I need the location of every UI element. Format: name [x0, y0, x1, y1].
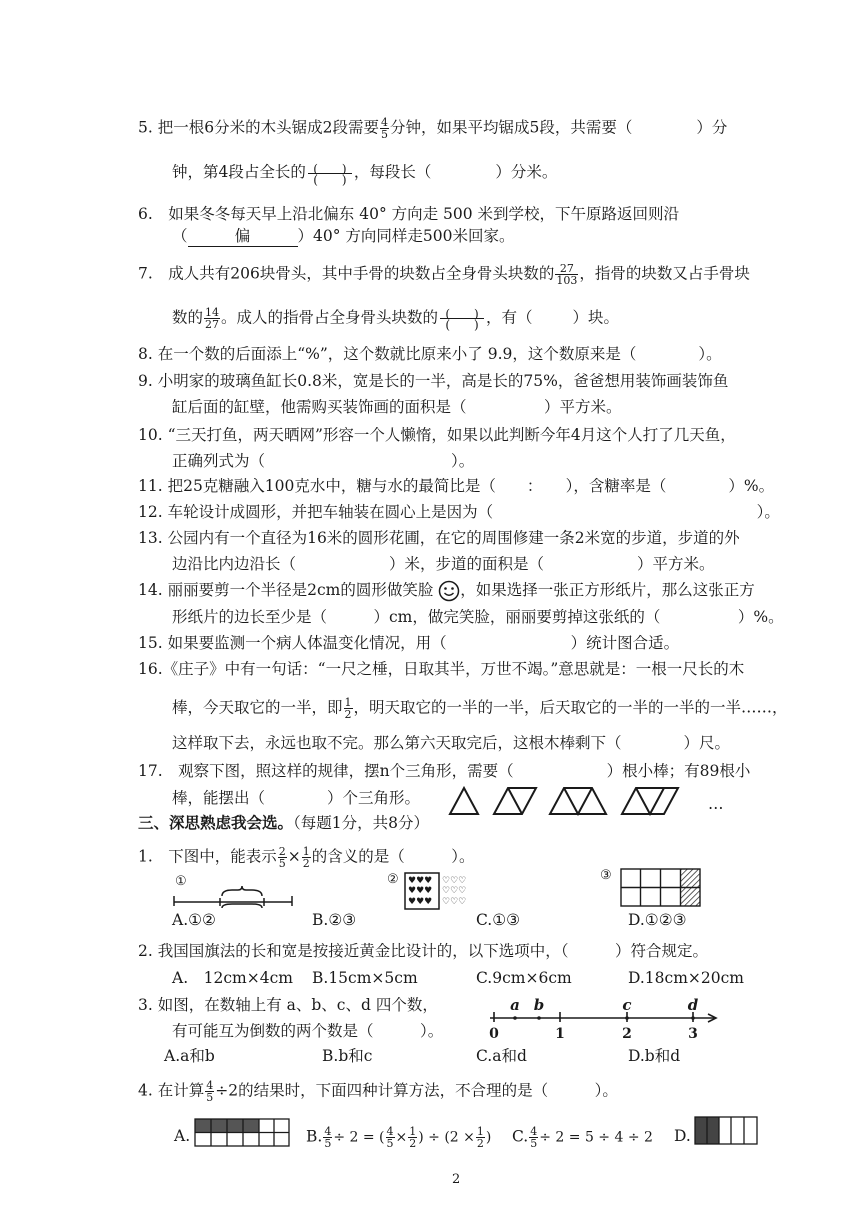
c2-option-d[interactable]: D.18cm×20cm — [628, 969, 744, 987]
q7-line1: 7. 成人共有206块骨头，其中手骨的块数占全身骨头块数的 $\frac{27}{103}$ ，指骨的块数又占手骨块 — [138, 262, 750, 287]
q13-line1: 13. 公园内有一个直径为16米的圆形花圃，在它的周围修建一条2米宽的步道，步道的外 — [138, 529, 740, 547]
q12: 12. 车轮设计成圆形，并把车轴装在圆心上是因为（ ）。 — [138, 503, 780, 521]
point-label-a: a — [510, 996, 520, 1014]
direction-blank[interactable]: 偏 — [188, 226, 298, 247]
c1-option-c[interactable]: C.①③ — [476, 911, 521, 929]
svg-text:♥♥♥: ♥♥♥ — [408, 886, 433, 896]
fraction: $\frac{27}{103}$ — [556, 262, 578, 287]
tick-label-0: 0 — [489, 1026, 499, 1040]
c4-option-a-label[interactable]: A. — [174, 1127, 191, 1145]
svg-text:♥♥♥: ♥♥♥ — [408, 876, 433, 886]
svg-text:♡♡♡: ♡♡♡ — [442, 897, 467, 907]
fraction: $\frac{1}{2}$ — [344, 696, 352, 721]
q7-line2: 数的 $\frac{14}{27}$ 。成人的指骨占全身骨头块数的 ( ) ( ) ，有（ ）块。 — [172, 306, 620, 332]
tick-label-1: 1 — [555, 1026, 565, 1040]
point-label-b: b — [533, 996, 545, 1014]
c3-line1: 3. 如图，在数轴上有 a、b、c、d 四个数， — [138, 996, 438, 1014]
q14-line2: 形纸片的边长至少是（ ）cm，做完笑脸，丽丽要剪掉这张纸的（ ）%。 — [172, 608, 784, 626]
q16-line2: 棒，今天取它的一半，即 $\frac{1}{2}$ ，明天取它的一半的一半，后天取它的一半的一半的一半……， — [172, 696, 788, 721]
c2-option-b[interactable]: B.15cm×5cm — [312, 969, 418, 987]
q9-line2: 缸后面的缸壁，他需购买装饰画的面积是（ ）平方米。 — [172, 398, 622, 416]
option-d-bar-figure — [694, 1116, 758, 1146]
point-label-d: d — [687, 996, 699, 1014]
q5-line2: 钟，第4段占全长的 ( ) ( ) ，每段长（ ）分米。 — [172, 161, 558, 187]
q16-line1: 16.《庄子》中有一句话：“一尺之棰，日取其半，万世不竭。”意思就是：一根一尺长的木 — [138, 660, 745, 678]
svg-text:♡♡♡: ♡♡♡ — [442, 886, 467, 896]
tick-label-3: 3 — [688, 1026, 698, 1040]
q17-line2: 棒，能摆出（ ）个三角形。 — [172, 789, 421, 807]
q14-line1: 14. 丽丽要剪一个半径是2cm的圆形做笑脸 ，如果选择一张正方形纸片，那么这张正方 — [138, 580, 755, 602]
point-label-c: c — [622, 996, 632, 1014]
blank-fraction[interactable]: ( ) ( ) — [440, 308, 484, 329]
q9-line1: 9. 小明家的玻璃鱼缸长0.8米，宽是长的一半，高是长的75%，爸爸想用装饰画装饰鱼 — [138, 372, 729, 390]
c1-question: 1. 下图中，能表示 $\frac{2}{5}$ × $\frac{1}{2}$ 的含义的是（ ）。 — [138, 845, 475, 870]
section-3-heading: 三、深思熟虑我会选。（每题1分，共8分） — [138, 813, 429, 832]
blank-fraction[interactable]: ( ) ( ) — [308, 163, 352, 184]
triangle-pattern-figure — [446, 784, 736, 818]
c4-option-b[interactable]: B. $\frac{4}{5}$ ÷ 2 = ( $\frac{4}{5}$ × $\frac{1}{2}$ ) ÷ (2 × $\frac{1}{2}$ ) — [306, 1125, 492, 1150]
c1-fig3-label: ③ — [600, 868, 612, 883]
c3-option-b[interactable]: B.b和c — [322, 1047, 373, 1065]
hearts-figure — [404, 872, 476, 910]
c1-option-d[interactable]: D.①②③ — [628, 911, 687, 929]
q5-line1: 5. 把一根6分米的木头锯成2段需要 $\frac{4}{5}$ 分钟，如果平均锯成5段，共需要（ ）分 — [138, 116, 728, 141]
c3-option-c[interactable]: C.a和d — [476, 1047, 527, 1065]
q11: 11. 把25克糖融入100克水中，糖与水的最简比是（ ： ），含糖率是（ ）%。 — [138, 477, 775, 495]
q17-line1: 17. 观察下图，照这样的规律，摆n个三角形，需要（ ）根小棒；有89根小 — [138, 762, 751, 780]
c2-option-c[interactable]: C.9cm×6cm — [476, 969, 572, 987]
c1-option-b[interactable]: B.②③ — [312, 911, 357, 929]
c4-question: 4. 在计算 $\frac{4}{5}$ ÷2的结果时，下面四种计算方法，不合理的是（ ）。 — [138, 1079, 618, 1104]
c1-option-a[interactable]: A.①② — [172, 911, 216, 929]
c1-fig2-label: ② — [387, 872, 399, 887]
c3-option-a[interactable]: A.a和b — [164, 1047, 215, 1065]
number-line-figure — [478, 994, 722, 1040]
tick-label-2: 2 — [622, 1026, 632, 1040]
fraction: $\frac{4}{5}$ — [380, 116, 388, 141]
ellipsis: … — [708, 795, 724, 813]
q10-line2: 正确列式为（ ）。 — [172, 452, 475, 470]
svg-text:♡♡♡: ♡♡♡ — [442, 876, 467, 886]
c4-option-c[interactable]: C. $\frac{4}{5}$ ÷ 2 = 5 ÷ 4 ÷ 2 — [512, 1125, 653, 1150]
q13-line2: 边沿比内边沿长（ ）米，步道的面积是（ ）平方米。 — [172, 555, 715, 573]
segment-figure — [172, 886, 296, 910]
q15: 15. 如果要监测一个病人体温变化情况，用（ ）统计图合适。 — [138, 634, 680, 652]
fraction: $\frac{14}{27}$ — [205, 306, 220, 331]
smiley-face-icon — [438, 580, 460, 602]
c4-option-d-label[interactable]: D. — [674, 1127, 691, 1145]
c3-line2: 有可能互为倒数的两个数是（ ）。 — [172, 1022, 444, 1040]
c2-option-a[interactable]: A. 12cm×4cm — [172, 969, 293, 987]
c3-option-d[interactable]: D.b和d — [628, 1047, 681, 1065]
svg-text:♥♥♥: ♥♥♥ — [408, 897, 433, 907]
q16-line3: 这样取下去，永远也取不完。那么第六天取完后，这根木棒剩下（ ）尺。 — [172, 734, 731, 752]
c1-fig1-label: ① — [175, 874, 187, 889]
c2-question: 2. 我国国旗法的长和宽是按接近黄金比设计的，以下选项中，（ ）符合规定。 — [138, 942, 708, 960]
grid-shaded-figure — [620, 868, 702, 908]
q10-line1: 10. “三天打鱼，两天晒网”形容一个人懒惰，如果以此判断今年4月这个人打了几天鱼， — [138, 426, 736, 444]
page-number: 2 — [452, 1172, 461, 1187]
option-a-strip-figure — [194, 1118, 290, 1148]
q8: 8. 在一个数的后面添上“%”，这个数就比原来小了 9.9，这个数原来是（ ）。 — [138, 345, 722, 363]
q6-line2: （ 偏 ）40° 方向同样走500米回家。 — [172, 227, 515, 245]
q6-line1: 6. 如果冬冬每天早上沿北偏东 40° 方向走 500 米到学校，下午原路返回则沿 — [138, 205, 680, 223]
